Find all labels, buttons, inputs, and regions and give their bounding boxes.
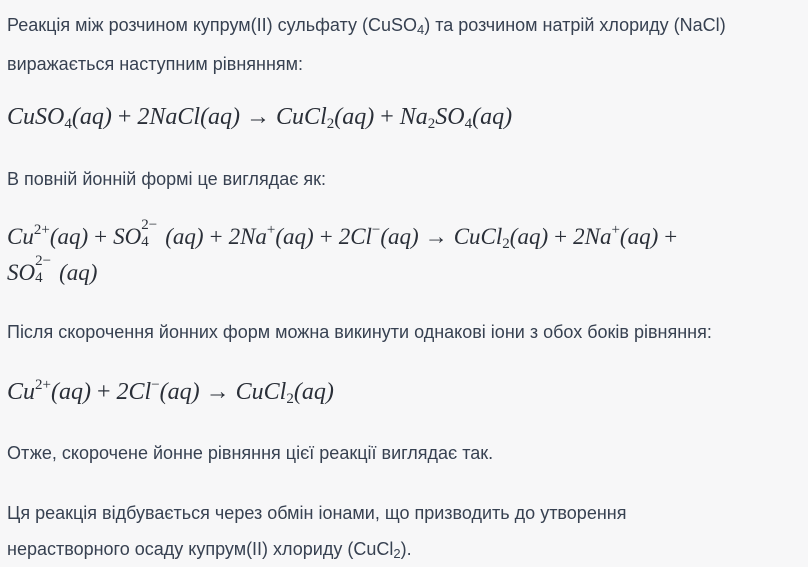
intro-text-start: Реакція між розчином купрум(II) сульфату ( [7,15,368,35]
full-ionic-intro: В повній йонній формі це виглядає як: [7,169,327,189]
explanation-paragraph: Ця реакція відбувається через обмін іонами, що призводить до утворення нерастворного осаду купрум(II) хлориду (CuCl$_2$). [7,495,626,567]
explanation-line2: нерастворного осаду купрум(II) хлориду ( [7,539,354,559]
reaction-arrow: → [205,379,230,405]
conclusion-text: Отже, скорочене йонне рівняння цієї реакції виглядає так. [7,443,494,463]
full-ionic-equation [7,219,677,291]
reduction-intro: Після скорочення йонних форм можна викинути однакові іони з обох боків рівняння: [7,322,712,342]
reaction-arrow: → [424,224,448,249]
intro-paragraph: Реакція між розчином купрум(II) сульфату (CuSO$_4$) та розчином натрій хлориду (NaCl) виражається наступним рівнянням: [7,7,726,82]
reaction-arrow: → [246,104,271,130]
explanation-line1: Ця реакція відбувається через обмін іонами, що призводить до утворення [7,503,627,523]
intro-text-middle: ) та розчином натрій хлориду ( [424,15,680,35]
cucl2-formula: CuCl$_2$ [353,539,401,561]
net-ionic-equation: $Cu^{2+}(aq) + 2Cl^-(aq)$ → CuCl$_2$(aq) [7,377,334,407]
intro-text-line2: виражається наступним рівнянням: [7,54,304,74]
full-ionic-equation-line1: $Cu^{2+}(aq)$ + SO 2− 4 (aq) + 2Na+(aq) + 2Cl−(aq) → CuCl$_2$(aq) + 2Na+(aq) + [7,217,678,252]
full-ionic-equation-line2: SO 2− 4 (aq) [7,253,98,286]
nacl-formula: NaCl [679,15,720,35]
molecular-equation: CuSO$_4$(aq) + 2NaCl(aq) → CuCl$_2$(aq) + $Na_2SO_4(aq)$ [7,104,513,132]
cuso4-formula: CuSO$_4$ [367,15,425,37]
